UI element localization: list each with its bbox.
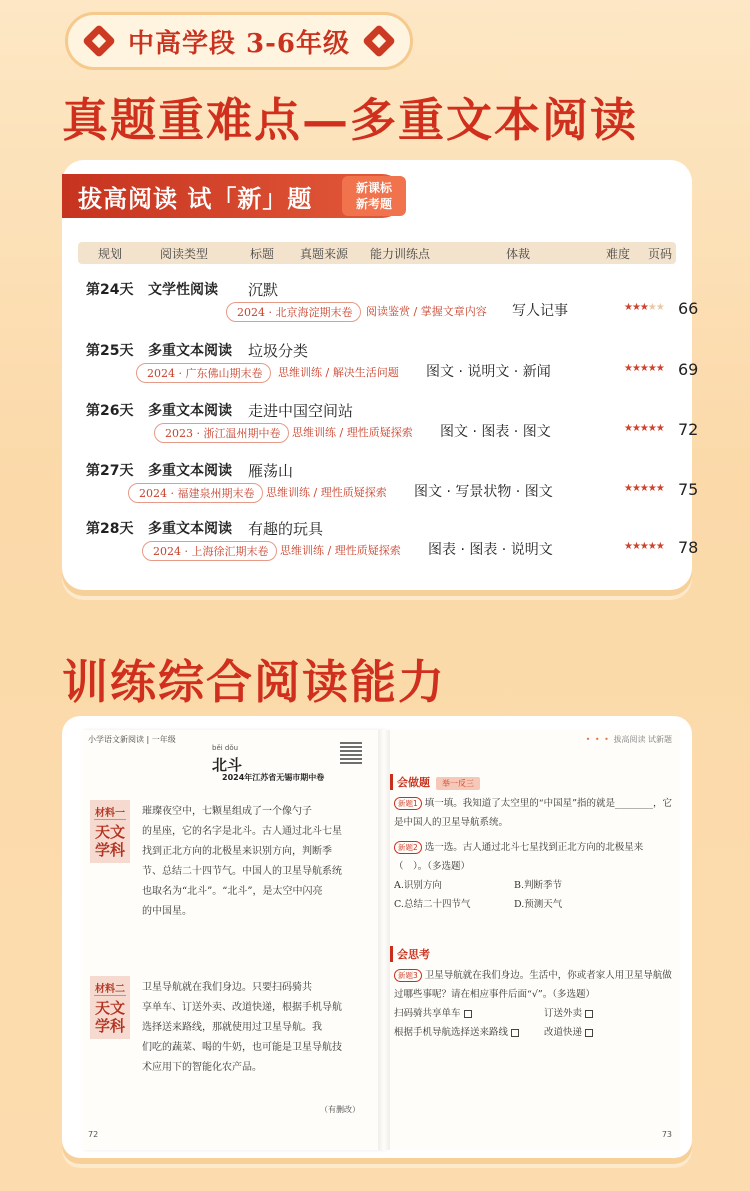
tag-line-1: 新课标: [355, 181, 392, 195]
row-day: 第24天: [86, 282, 134, 298]
row-genre: 图表 · 图表 · 说明文: [428, 542, 553, 558]
difficulty-stars: ★★★★★: [624, 302, 664, 313]
left-page-header: 小学语文新阅读 | 一年级: [88, 735, 176, 744]
row-genre: 图文 · 说明文 · 新闻: [426, 364, 551, 380]
book-preview: [62, 716, 692, 1158]
table-row[interactable]: [86, 458, 699, 508]
banner-title: 拔高阅读 试「新」题: [78, 183, 313, 213]
row-skill: 思维训练 / 理性质疑探索: [280, 544, 401, 557]
row-skill: 思维训练 / 解决生活问题: [278, 366, 399, 379]
grade-label: 中高学段 3-6年级: [127, 28, 351, 59]
table-row[interactable]: [86, 277, 699, 327]
row-day: 第26天: [86, 403, 134, 419]
row-source: 2023 · 浙江温州期中卷: [154, 423, 289, 443]
material-1-text: 璀璨夜空中，七颗星组成了一个像勺子 的星座，它的名字是北斗。古人通过北斗七星 找到正北方向的北极星来识别方向，判断季 节、总结二十四节气。中国人的卫星导航系统 也取名为“北斗”。“北斗”，是太空中闪亮 的中国星。: [142, 806, 342, 917]
row-skill: 阅读鉴赏 / 掌握文章内容: [366, 305, 487, 318]
header-cell: 规划: [98, 247, 123, 261]
row-title: 沉默: [248, 281, 279, 299]
row-genre: 图文 · 写景状物 · 图文: [414, 484, 553, 500]
headline-secondary: 训练综合阅读能力: [62, 655, 446, 709]
table-row[interactable]: [86, 516, 699, 566]
material-2-text: 卫星导航就在我们身边。只要扫码骑共 享单车、订送外卖、改道快递，根据手机导航 选择送来路线，那就使用过卫星导航。我 们吃的蔬菜、喝的牛奶，也可能是卫星导航技 术应用下的智能化农产品。: [142, 982, 342, 1073]
header-cell: 体裁: [506, 247, 531, 261]
left-page-number: 72: [88, 1130, 99, 1139]
ornament-icon: [84, 26, 114, 56]
difficulty-stars: ★★★★★: [624, 423, 664, 434]
row-source: 2024 · 北京海淀期末卷: [226, 302, 361, 322]
section-do-questions: 会做题 举一反三: [390, 774, 480, 790]
page-right: [384, 730, 680, 1150]
row-page: 75: [678, 480, 699, 499]
header-cell: 能力训练点: [370, 247, 431, 261]
table-row[interactable]: [86, 338, 699, 388]
row-type: 多重文本阅读: [148, 343, 232, 359]
table-row[interactable]: [86, 398, 699, 448]
title-pinyin: běi dǒu: [212, 744, 239, 752]
row-page: 78: [678, 538, 699, 557]
row-type: 文学性阅读: [148, 282, 218, 298]
question-2: 新题2 选一选。古人通过北斗七星找到正北方向的北极星来（ ）。（多选题） A.识别方向 B.判断季节 C.总结二十四节气 D.预测天气: [394, 842, 644, 910]
material-1-label: 材料一 天文学科: [90, 800, 130, 863]
question-1: 新题1 填一填。我知道了太空里的“中国星”指的就是________，它是中国人的卫星导航系统。: [394, 798, 672, 828]
checkbox[interactable]: [511, 1029, 519, 1037]
row-skill: 思维训练 / 理性质疑探索: [292, 426, 413, 439]
row-genre: 图文 · 图表 · 图文: [440, 424, 551, 440]
row-genre: 写人记事: [512, 303, 568, 319]
row-day: 第25天: [86, 343, 134, 359]
question-3: 新题3 卫星导航就在我们身边。生活中，你或者家人用卫星导航做过哪些事呢？请在相应事件后面“√”。（多选题） 扫码骑共享单车 订送外卖 根据手机导航选择送来路线 改道快递: [394, 970, 672, 1038]
article-title: 北斗: [212, 756, 243, 774]
row-page: 72: [678, 420, 699, 439]
left-source-note: （有删改）: [320, 1105, 360, 1114]
difficulty-stars: ★★★★★: [624, 483, 664, 494]
difficulty-stars: ★★★★★: [624, 541, 664, 552]
book-gutter: [378, 730, 390, 1150]
table-header: [78, 242, 676, 264]
row-day: 第28天: [86, 521, 134, 537]
checkbox[interactable]: [464, 1010, 472, 1018]
new-tag: [342, 176, 406, 216]
row-title: 垃圾分类: [248, 342, 309, 360]
row-page: 66: [678, 299, 699, 318]
grade-pill: [65, 12, 413, 70]
headline-main: 真题重难点—多重文本阅读: [62, 93, 638, 147]
difficulty-stars: ★★★★★: [624, 363, 664, 374]
row-source: 2024 · 广东佛山期末卷: [136, 363, 271, 383]
row-source: 2024 · 福建泉州期末卷: [128, 483, 263, 503]
header-cell: 真题来源: [300, 247, 349, 261]
page-left: [82, 730, 384, 1150]
qr-code-icon[interactable]: [340, 742, 362, 764]
row-title: 走进中国空间站: [248, 402, 354, 420]
section-think-questions: 会思考: [390, 946, 430, 962]
checkbox[interactable]: [585, 1029, 593, 1037]
header-cell: 标题: [250, 247, 275, 261]
header-cell: 页码: [648, 247, 673, 261]
tag-line-2: 新考题: [355, 197, 392, 211]
header-cell: 阅读类型: [160, 247, 209, 261]
row-day: 第27天: [86, 463, 134, 479]
row-source: 2024 · 上海徐汇期末卷: [142, 541, 277, 561]
row-type: 多重文本阅读: [148, 463, 232, 479]
checkbox[interactable]: [585, 1010, 593, 1018]
row-title: 雁荡山: [248, 462, 294, 480]
toc-card: [62, 160, 699, 590]
row-type: 多重文本阅读: [148, 403, 232, 419]
header-cell: 难度: [606, 247, 631, 261]
right-page-number: 73: [661, 1130, 672, 1139]
right-page-header: • • • 拔高阅读 试新题: [585, 735, 672, 744]
row-type: 多重文本阅读: [148, 521, 232, 537]
exam-source: 2024年江苏省无锡市期中卷: [222, 773, 325, 782]
material-2-label: 材料二 天文学科: [90, 976, 130, 1039]
ornament-icon: [364, 26, 394, 56]
row-page: 69: [678, 360, 699, 379]
row-title: 有趣的玩具: [248, 520, 324, 538]
row-skill: 思维训练 / 理性质疑探索: [266, 486, 387, 499]
